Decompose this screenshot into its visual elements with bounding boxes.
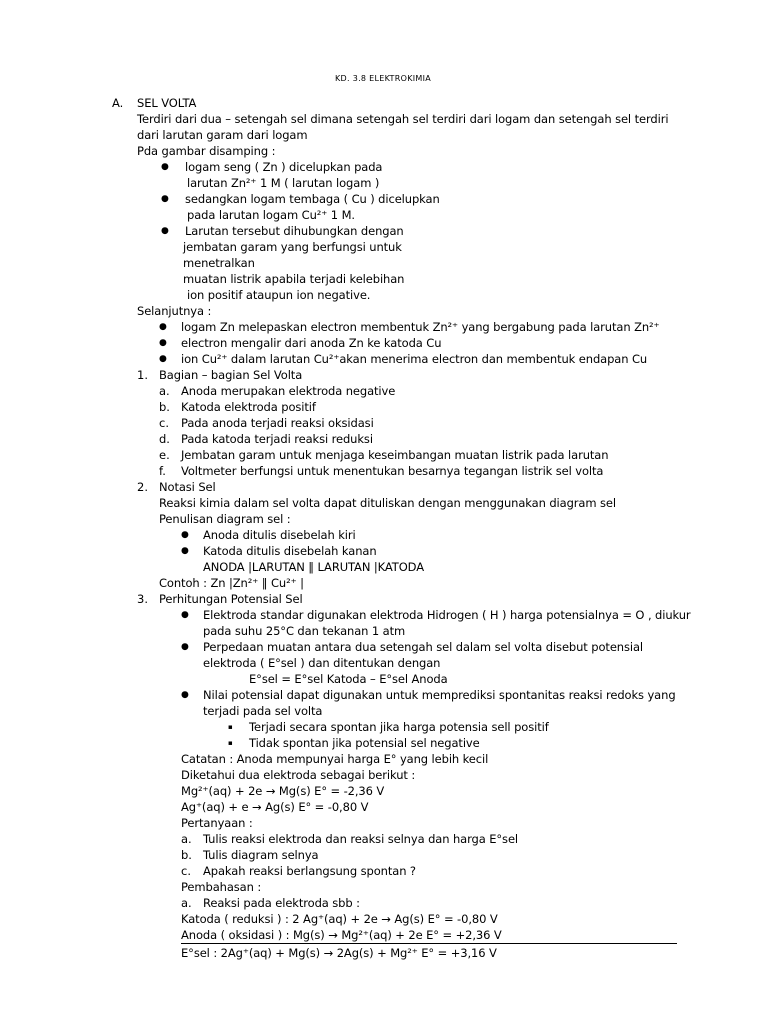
text-line: Terdiri dari dua – setengah sel dimana setengah sel terdiri dari logam dan setengah sel terdiri	[137, 112, 669, 126]
text-line: Elektroda standar digunakan elektroda Hidrogen ( H ) harga potensialnya = O , diukur	[203, 608, 691, 622]
text-line: larutan Zn²⁺ 1 M ( larutan logam )	[187, 176, 380, 190]
text-line: Voltmeter berfungsi untuk menentukan besarnya tegangan listrik sel volta	[181, 464, 604, 478]
list-marker: b.	[181, 848, 192, 862]
section-1-title: Bagian – bagian Sel Volta	[159, 368, 303, 382]
text-line: Reaksi pada elektroda sbb :	[203, 896, 360, 910]
text-line: Katoda ditulis disebelah kanan	[203, 544, 377, 558]
text-line: ion positif ataupun ion negative.	[187, 288, 371, 302]
bullet-icon: ●	[181, 610, 189, 620]
text-line: Pada katoda terjadi reaksi reduksi	[181, 432, 373, 446]
section-a-marker: A.	[112, 96, 124, 110]
text-line: pada suhu 25°C dan tekanan 1 atm	[203, 624, 406, 638]
text-line: sedangkan logam tembaga ( Cu ) dicelupkan	[185, 192, 440, 206]
text-line: menetralkan	[183, 256, 255, 270]
section-2-title: Notasi Sel	[159, 480, 216, 494]
bullet-icon: ●	[181, 530, 189, 540]
text-line: Tulis reaksi elektroda dan reaksi selnya dan harga E°sel	[203, 832, 519, 846]
list-marker: a.	[181, 896, 192, 910]
list-marker: c.	[181, 864, 191, 878]
list-marker: c.	[159, 416, 169, 430]
text-line: Anoda merupakan elektroda negative	[181, 384, 396, 398]
list-marker: f.	[159, 464, 166, 478]
text-line: Pada anoda terjadi reaksi oksidasi	[181, 416, 374, 430]
text-line: Pertanyaan :	[181, 816, 253, 830]
text-line: jembatan garam yang berfungsi untuk	[183, 240, 402, 254]
equation-line: Katoda ( reduksi ) : 2 Ag⁺(aq) + 2e → Ag(s) E° = -0,80 V	[181, 912, 498, 926]
list-marker: a.	[159, 384, 170, 398]
text-line: Larutan tersebut dihubungkan dengan	[185, 224, 404, 238]
text-line: Selanjutnya :	[137, 304, 212, 318]
sum-rule-line	[181, 943, 677, 944]
text-line: Reaksi kimia dalam sel volta dapat dituliskan dengan menggunakan diagram sel	[159, 496, 616, 510]
text-line: terjadi pada sel volta	[203, 704, 323, 718]
square-bullet-icon: ▪	[228, 739, 233, 747]
text-line: elektroda ( E°sel ) dan ditentukan dengan	[203, 656, 441, 670]
bullet-icon: ●	[159, 322, 167, 332]
text-line: logam seng ( Zn ) dicelupkan pada	[185, 160, 383, 174]
text-line: ion Cu²⁺ dalam larutan Cu²⁺akan menerima electron dan membentuk endapan Cu	[181, 352, 648, 366]
equation-line: Ag⁺(aq) + e → Ag(s) E° = -0,80 V	[181, 800, 369, 814]
text-line: Perpedaan muatan antara dua setengah sel dalam sel volta disebut potensial	[203, 640, 644, 654]
equation-line: Mg²⁺(aq) + 2e → Mg(s) E° = -2,36 V	[181, 784, 385, 798]
text-line: muatan listrik apabila terjadi kelebihan	[183, 272, 405, 286]
text-line: ANODA |LARUTAN ‖ LARUTAN |KATODA	[203, 560, 424, 574]
text-line: Contoh : Zn |Zn²⁺ ‖ Cu²⁺ |	[159, 576, 304, 590]
list-marker: e.	[159, 448, 170, 462]
bullet-icon: ●	[159, 338, 167, 348]
formula-line: E°sel = E°sel Katoda – E°sel Anoda	[249, 672, 448, 686]
text-line: Apakah reaksi berlangsung spontan ?	[203, 864, 416, 878]
square-bullet-icon: ▪	[228, 723, 233, 731]
text-line: Anoda ditulis disebelah kiri	[203, 528, 356, 542]
text-line: Terjadi secara spontan jika harga potensia sell positif	[249, 720, 549, 734]
equation-line: E°sel : 2Ag⁺(aq) + Mg(s) → 2Ag(s) + Mg²⁺ E° = +3,16 V	[181, 946, 497, 960]
section-3-marker: 3.	[137, 592, 148, 606]
bullet-icon: ●	[159, 354, 167, 364]
bullet-icon: ●	[181, 642, 189, 652]
text-line: Tulis diagram selnya	[203, 848, 319, 862]
text-line: Tidak spontan jika potensial sel negative	[249, 736, 480, 750]
section-2-marker: 2.	[137, 480, 148, 494]
text-line: dari larutan garam dari logam	[137, 128, 308, 142]
bullet-icon: ●	[181, 546, 189, 556]
text-line: Pda gambar disamping :	[137, 144, 276, 158]
bullet-icon: ●	[161, 194, 169, 204]
bullet-icon: ●	[181, 690, 189, 700]
bullet-icon: ●	[161, 226, 169, 236]
text-line: Diketahui dua elektroda sebagai berikut :	[181, 768, 416, 782]
text-line: Nilai potensial dapat digunakan untuk memprediksi spontanitas reaksi redoks yang	[203, 688, 676, 702]
section-a-title: SEL VOLTA	[137, 96, 197, 110]
list-marker: b.	[159, 400, 170, 414]
text-line: electron mengalir dari anoda Zn ke katoda Cu	[181, 336, 442, 350]
equation-line: Anoda ( oksidasi ) : Mg(s) → Mg²⁺(aq) + 2e E° = +2,36 V	[181, 928, 502, 942]
text-line: logam Zn melepaskan electron membentuk Zn²⁺ yang bergabung pada larutan Zn²⁺	[181, 320, 660, 334]
list-marker: d.	[159, 432, 170, 446]
page-header: KD. 3.8 ELEKTROKIMIA	[335, 74, 432, 83]
bullet-icon: ●	[161, 162, 169, 172]
list-marker: a.	[181, 832, 192, 846]
text-line: Jembatan garam untuk menjaga keseimbangan muatan listrik pada larutan	[181, 448, 609, 462]
text-line: Catatan : Anoda mempunyai harga E° yang lebih kecil	[181, 752, 489, 766]
text-line: pada larutan logam Cu²⁺ 1 M.	[187, 208, 355, 222]
text-line: Penulisan diagram sel :	[159, 512, 291, 526]
text-line: Pembahasan :	[181, 880, 262, 894]
section-1-marker: 1.	[137, 368, 148, 382]
text-line: Katoda elektroda positif	[181, 400, 316, 414]
section-3-title: Perhitungan Potensial Sel	[159, 592, 303, 606]
